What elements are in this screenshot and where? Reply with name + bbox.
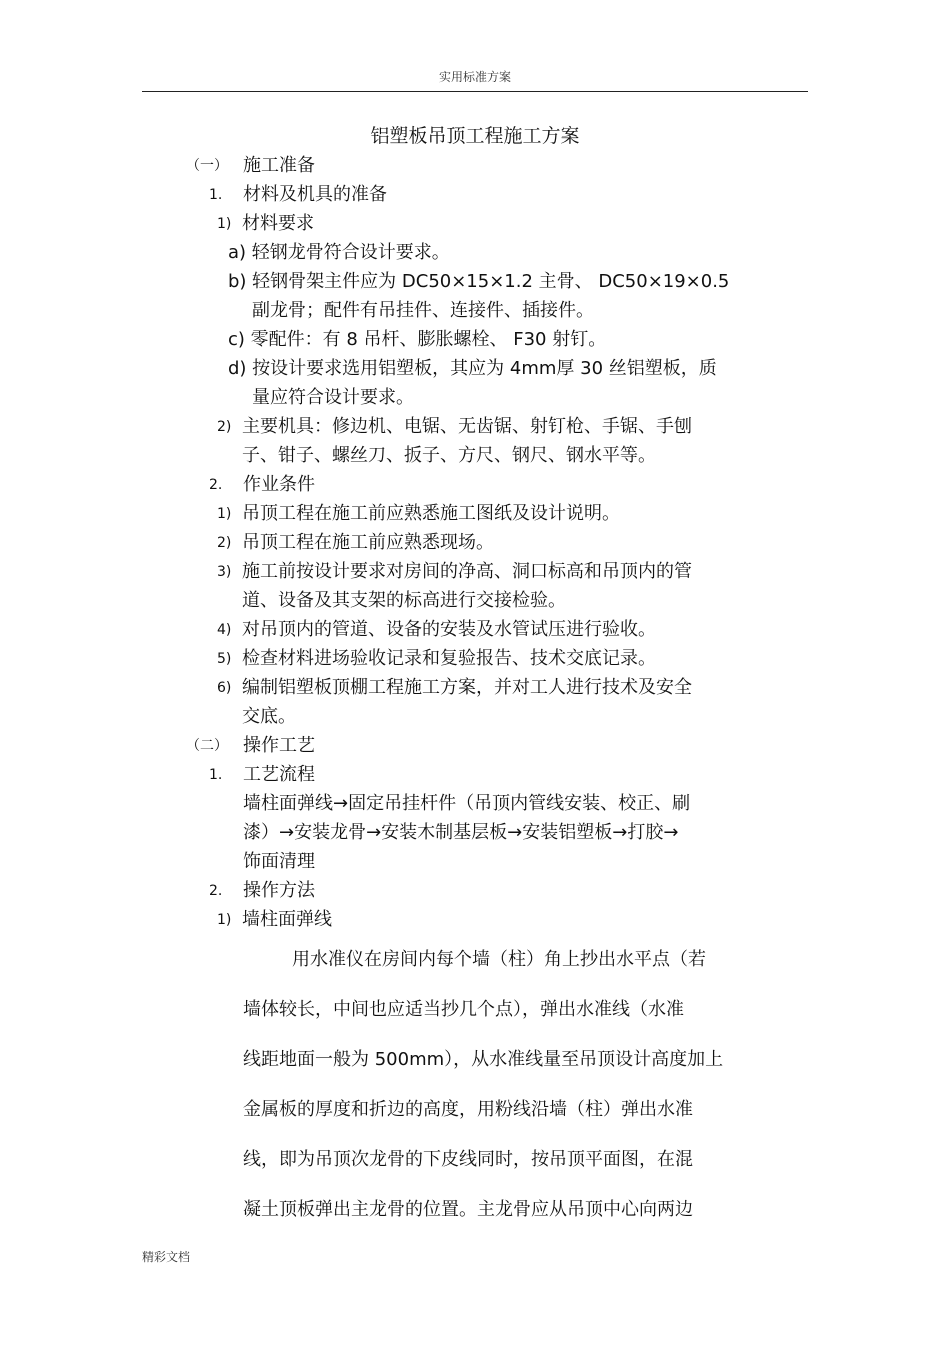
item-number: 2. [209, 883, 223, 899]
item-text: 漆）→安装龙骨→安装木制基层板→安装铝塑板→打胶→ [243, 822, 679, 843]
item-text: 材料要求 [242, 213, 314, 234]
item-text: 施工前按设计要求对房间的净高、洞口标高和吊顶内的管 [242, 561, 692, 582]
item-number: 1) [217, 216, 232, 232]
item-heading: 材料及机具的准备 [243, 184, 387, 205]
item-text: 饰面清理 [243, 851, 315, 872]
item-heading: 操作方法 [243, 880, 315, 901]
item-number: 5) [217, 651, 232, 667]
document-title: 铝塑板吊顶工程施工方案 [370, 125, 580, 147]
section-heading: 操作工艺 [243, 735, 315, 756]
header-divider [142, 91, 808, 92]
item-text: 吊顶工程在施工前应熟悉现场。 [242, 532, 494, 553]
paragraph-line: 凝土顶板弹出主龙骨的位置。主龙骨应从吊顶中心向两边 [243, 1199, 693, 1220]
section-number: （一） [186, 158, 228, 174]
page-footer: 精彩文档 [142, 1250, 191, 1264]
paragraph-line: 墙体较长，中间也应适当抄几个点），弹出水准线（水准 [243, 999, 684, 1020]
paragraph-line: 线距地面一般为 500mm），从水准线量至吊顶设计高度加上 [243, 1049, 724, 1070]
item-text: 道、设备及其支架的标高进行交接检验。 [242, 590, 566, 611]
paragraph-line: 用水准仪在房间内每个墙（柱）角上抄出水平点（若 [292, 949, 706, 970]
section-heading: 施工准备 [243, 155, 315, 176]
item-number: 1. [209, 767, 223, 783]
item-number: 2) [217, 535, 232, 551]
item-text: c) 零配件：有 8 吊杆、膨胀螺栓、 F30 射钉。 [228, 329, 607, 350]
item-text: 墙柱面弹线 [242, 909, 332, 930]
item-text: 检查材料进场验收记录和复验报告、技术交底记录。 [242, 648, 656, 669]
item-text: 编制铝塑板顶棚工程施工方案，并对工人进行技术及安全 [242, 677, 692, 698]
item-text: 副龙骨；配件有吊挂件、连接件、插接件。 [252, 300, 594, 321]
item-number: 1. [209, 187, 223, 203]
item-text: a) 轻钢龙骨符合设计要求。 [228, 242, 450, 263]
item-text: b) 轻钢骨架主件应为 DC50×15×1.2 主骨、 DC50×19×0.5 [228, 271, 730, 292]
paragraph-line: 金属板的厚度和折边的高度，用粉线沿墙（柱）弹出水准 [243, 1099, 693, 1120]
item-text: 主要机具：修边机、电锯、无齿锯、射钉枪、手锯、手刨 [242, 416, 692, 437]
item-text: 墙柱面弹线→固定吊挂杆件（吊顶内管线安装、校正、刷 [243, 793, 691, 814]
item-text: 量应符合设计要求。 [252, 387, 414, 408]
item-number: 2. [209, 477, 223, 493]
item-number: 2) [217, 419, 232, 435]
item-number: 3) [217, 564, 232, 580]
item-text: 交底。 [242, 706, 296, 727]
item-number: 1) [217, 912, 232, 928]
item-number: 6) [217, 680, 232, 696]
page-header: 实用标准方案 [438, 70, 511, 84]
item-text: 吊顶工程在施工前应熟悉施工图纸及设计说明。 [242, 503, 620, 524]
item-text: d) 按设计要求选用铝塑板，其应为 4mm厚 30 丝铝塑板，质 [228, 358, 717, 379]
item-heading: 作业条件 [243, 474, 315, 495]
section-number: （二） [186, 738, 228, 754]
item-number: 1) [217, 506, 232, 522]
paragraph-line: 线，即为吊顶次龙骨的下皮线同时，按吊顶平面图，在混 [243, 1149, 693, 1170]
item-text: 子、钳子、螺丝刀、扳子、方尺、钢尺、钢水平等。 [242, 445, 656, 466]
item-heading: 工艺流程 [243, 764, 315, 785]
item-number: 4) [217, 622, 232, 638]
item-text: 对吊顶内的管道、设备的安装及水管试压进行验收。 [242, 619, 656, 640]
